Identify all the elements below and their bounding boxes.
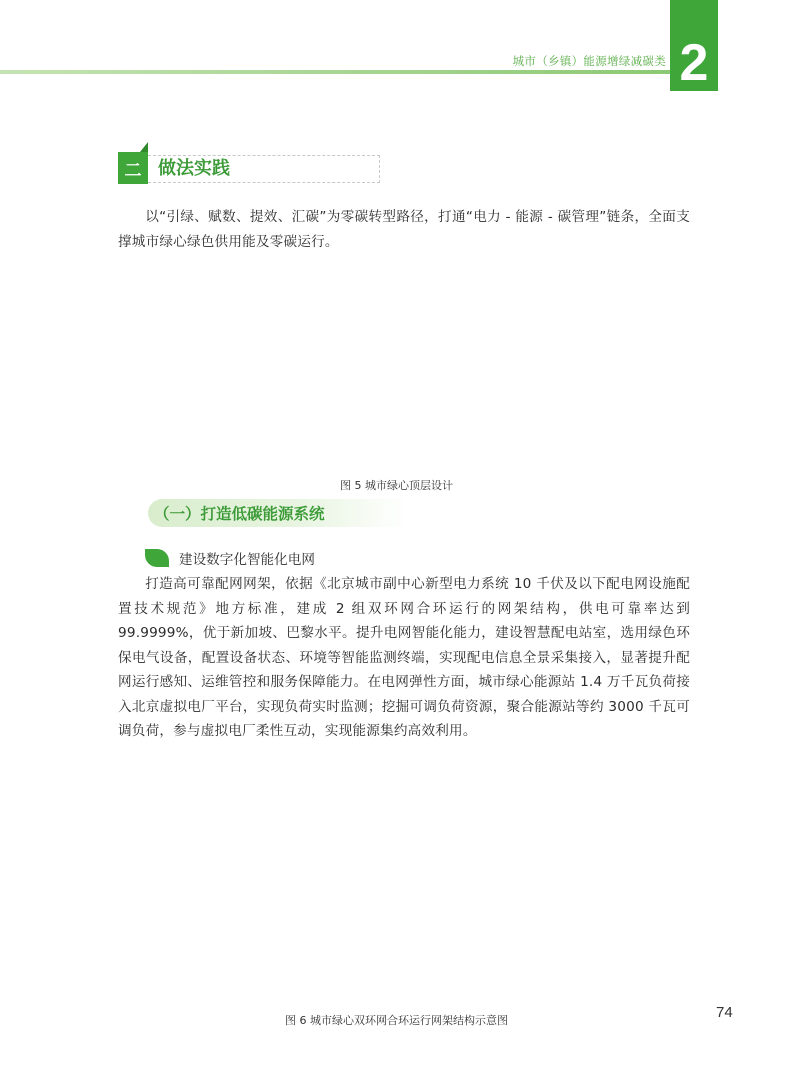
subsection-banner	[148, 499, 408, 527]
bullet-heading	[145, 547, 315, 569]
bullet-heading-text: 建设数字化智能化电网	[179, 552, 315, 568]
body-paragraph: 打造高可靠配网网架，依据《北京城市副中心新型电力系统 10 千伏及以下配电网设施配置技术规范》地方标准，建成 2 组双环网合环运行的网架结构，供电可靠率达到 99.9999%，优于新加坡、巴黎水平。提升电网智能化能力，建设智慧配电站室，选用绿色环保电气设备，配置设备状态、环境等智能监测终端，实现配电信息全景采集接入，显著提升配网运行感知、运维管控和服务保障能力。在电网弹性方面，城市绿心能源站 1.4 万千瓦负荷接入北京虚拟电厂平台，实现负荷实时监测；挖掘可调负荷资源，聚合能源站等约 3000 千瓦可调负荷，参与虚拟电厂柔性互动，实现能源集约高效利用。	[118, 576, 690, 739]
header-category: 城市（乡镇）能源增绿减碳类	[512, 54, 666, 68]
header-rule	[0, 70, 670, 74]
leaf-icon	[145, 549, 169, 567]
intro-paragraph: 以“引绿、赋数、提效、汇碳”为零碳转型路径，打通“电力 - 能源 - 碳管理”链条，全面支撑城市绿心绿色供用能及零碳运行。	[118, 209, 690, 250]
page-number: 74	[716, 1004, 733, 1021]
figure-5-caption: 图 5 城市绿心顶层设计	[340, 479, 453, 492]
chapter-number: 2	[679, 34, 709, 92]
section-number-tab	[140, 142, 148, 152]
chapter-badge	[670, 0, 718, 91]
subsection-title: （一）打造低碳能源系统	[154, 505, 325, 523]
section-number: 二	[118, 152, 148, 184]
section-heading	[118, 142, 380, 184]
section-title: 做法实践	[158, 158, 230, 179]
figure-6-caption: 图 6 城市绿心双环网合环运行网架结构示意图	[285, 1014, 508, 1027]
